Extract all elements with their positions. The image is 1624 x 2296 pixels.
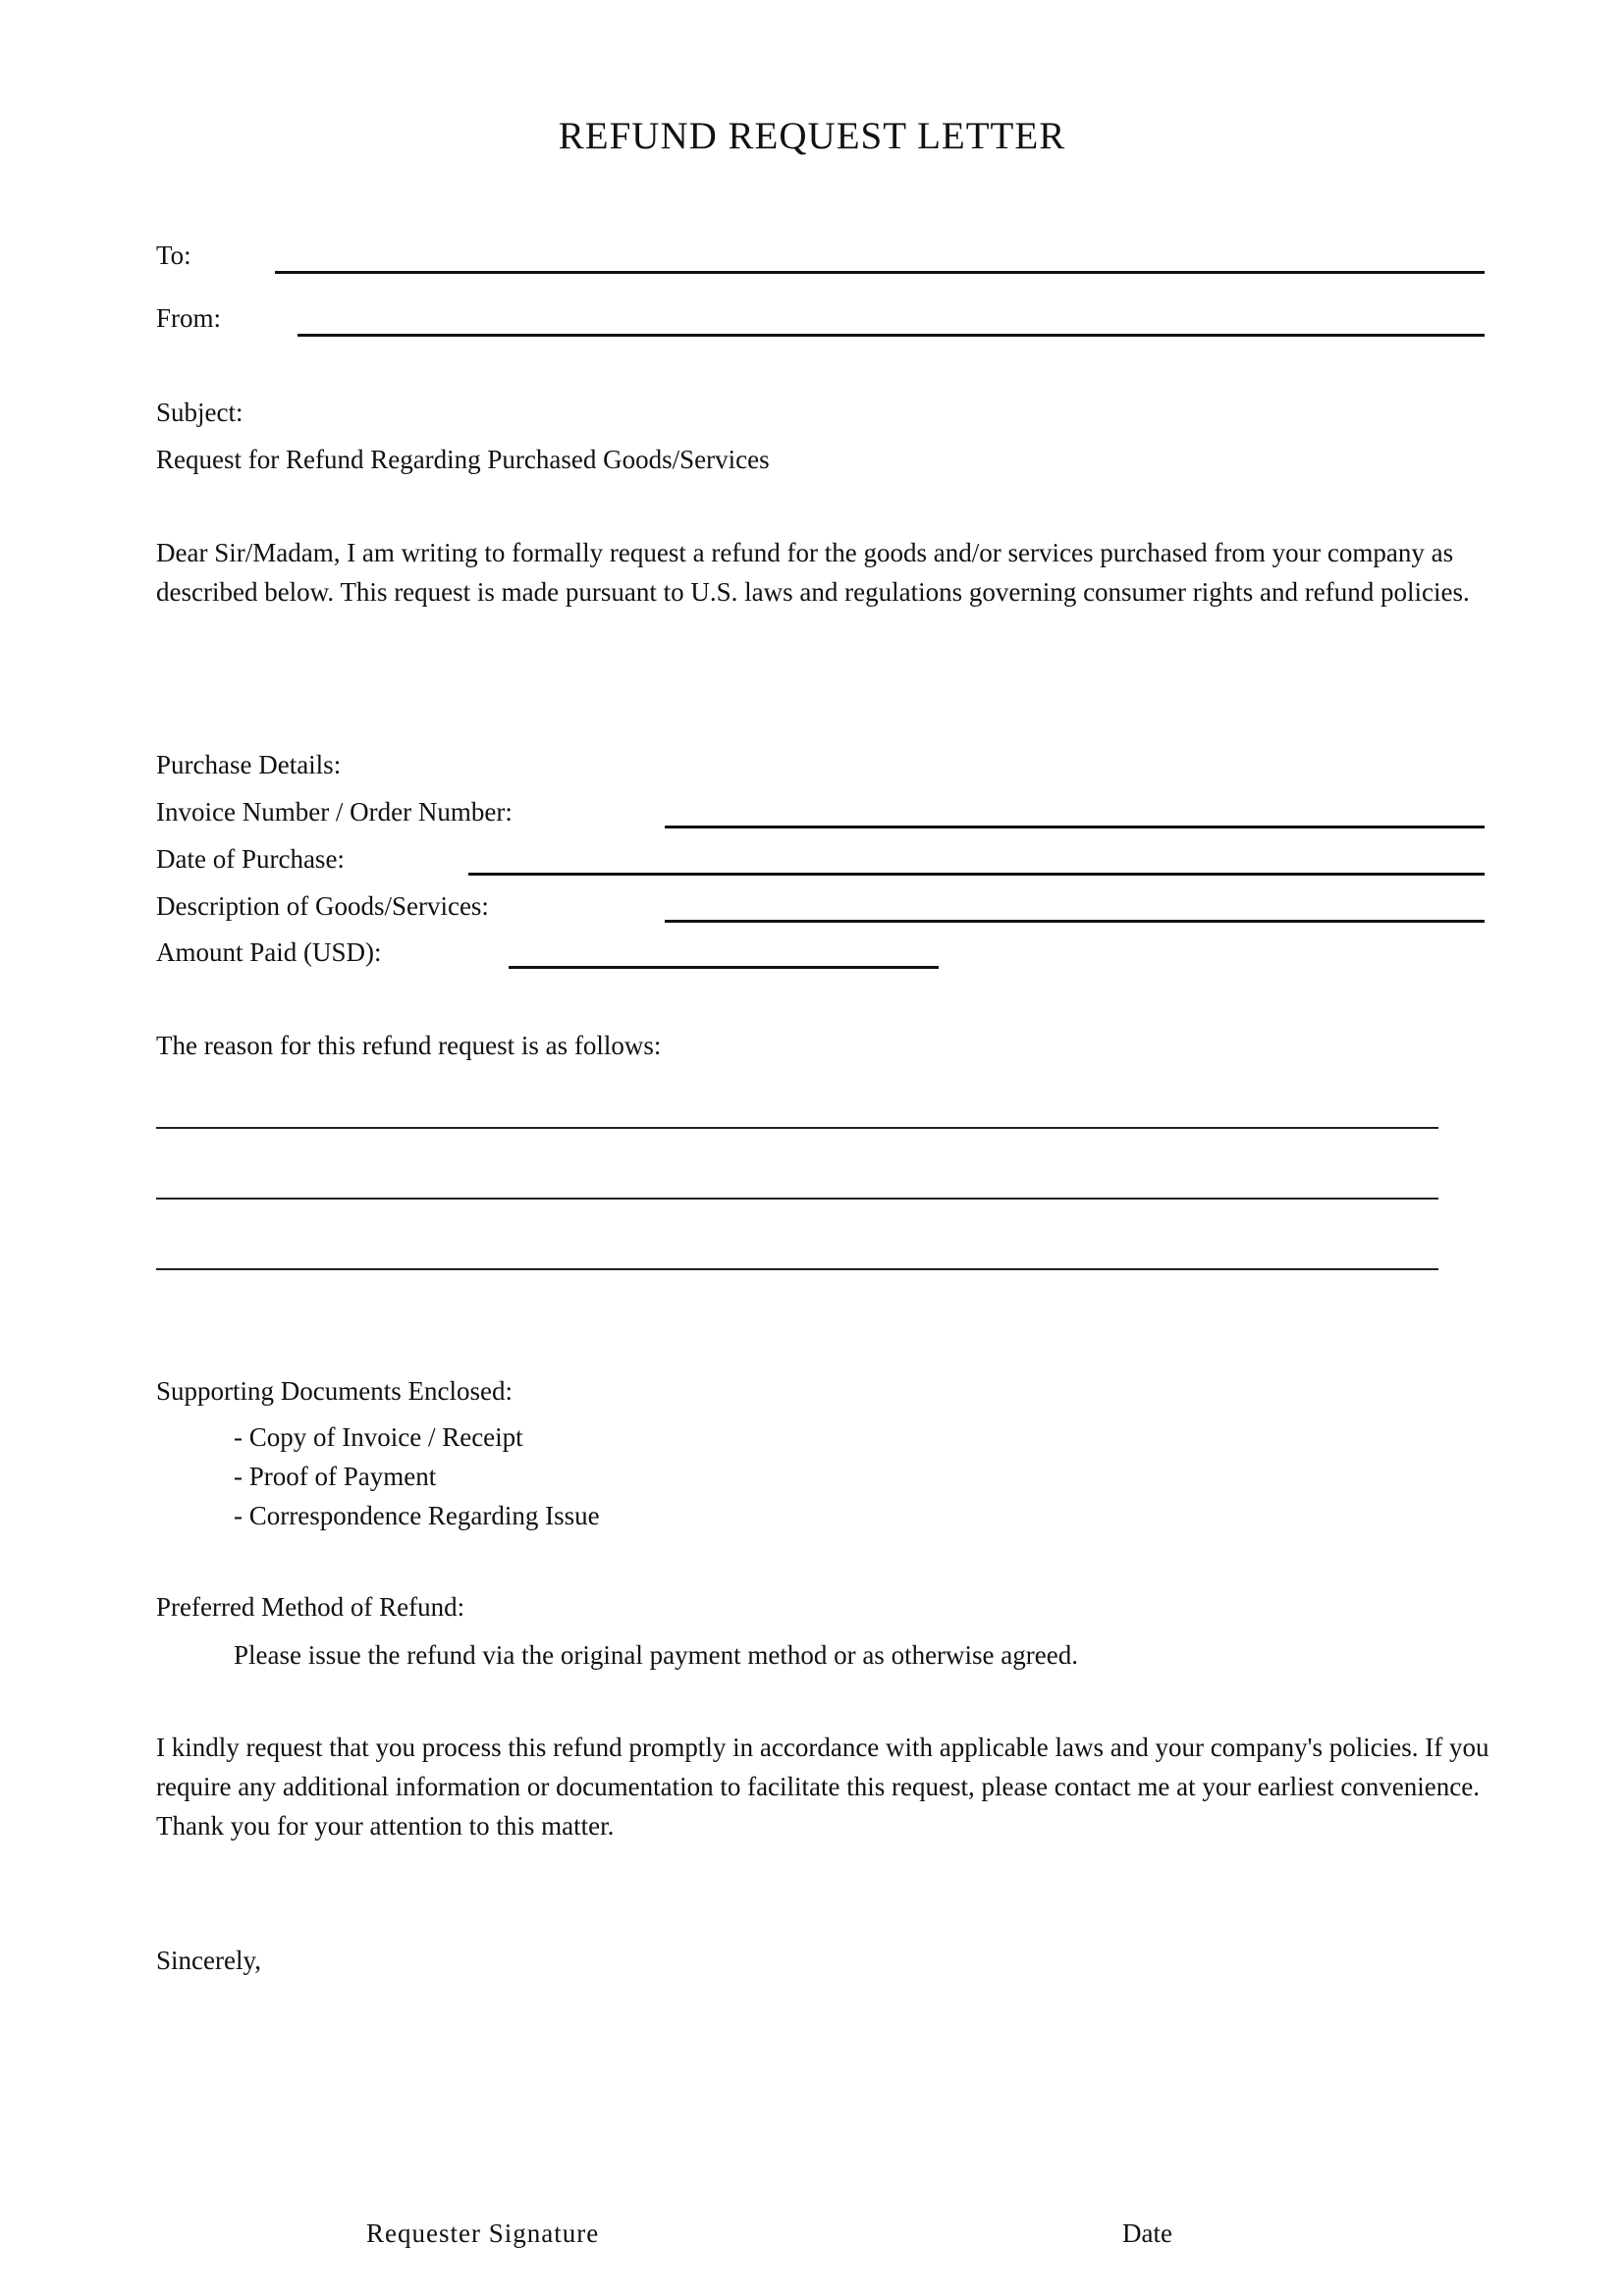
requester-signature-label: Requester Signature (366, 2218, 600, 2248)
description-label: Description of Goods/Services: (156, 891, 489, 921)
date-of-purchase-field[interactable] (468, 873, 1485, 876)
signoff: Sincerely, (156, 1946, 261, 1975)
subject-text: Request for Refund Regarding Purchased Goods/Services (156, 445, 770, 474)
date-of-purchase-label: Date of Purchase: (156, 844, 345, 874)
document-item: - Proof of Payment (234, 1462, 437, 1491)
closing-paragraph: I kindly request that you process this refund promptly in accordance with applicable laws and your company's policies. If you require any additional information or documentation to facilitate this request, please contact me at your earliest convenience. Thank you for your attention to this matter. (156, 1733, 1489, 1841)
reason-label: The reason for this refund request is as follows: (156, 1031, 662, 1060)
invoice-number-field[interactable] (665, 826, 1485, 828)
from-field[interactable] (298, 334, 1485, 337)
document-item: - Copy of Invoice / Receipt (234, 1422, 523, 1452)
refund-method-text: Please issue the refund via the original payment method or as otherwise agreed. (234, 1640, 1078, 1670)
supporting-documents-heading: Supporting Documents Enclosed: (156, 1376, 513, 1406)
document-item: - Correspondence Regarding Issue (234, 1501, 600, 1530)
subject-label: Subject: (156, 398, 244, 427)
signature-date-label: Date (1122, 2218, 1172, 2248)
intro-paragraph: Dear Sir/Madam, I am writing to formally request a refund for the goods and/or services purchased from your company as described below. This request is made pursuant to U.S. laws and regulations governing consumer rights and refund policies. (156, 538, 1470, 607)
from-label: From: (156, 303, 222, 333)
amount-paid-field[interactable] (509, 966, 939, 969)
reason-line[interactable] (156, 1198, 1438, 1200)
description-field[interactable] (665, 920, 1485, 923)
refund-method-heading: Preferred Method of Refund: (156, 1592, 465, 1622)
invoice-number-label: Invoice Number / Order Number: (156, 797, 513, 827)
reason-line[interactable] (156, 1268, 1438, 1270)
document-title: REFUND REQUEST LETTER (558, 115, 1066, 157)
amount-paid-label: Amount Paid (USD): (156, 937, 382, 967)
purchase-details-heading: Purchase Details: (156, 750, 342, 779)
to-field[interactable] (275, 271, 1485, 274)
reason-line[interactable] (156, 1127, 1438, 1129)
to-label: To: (156, 240, 191, 270)
